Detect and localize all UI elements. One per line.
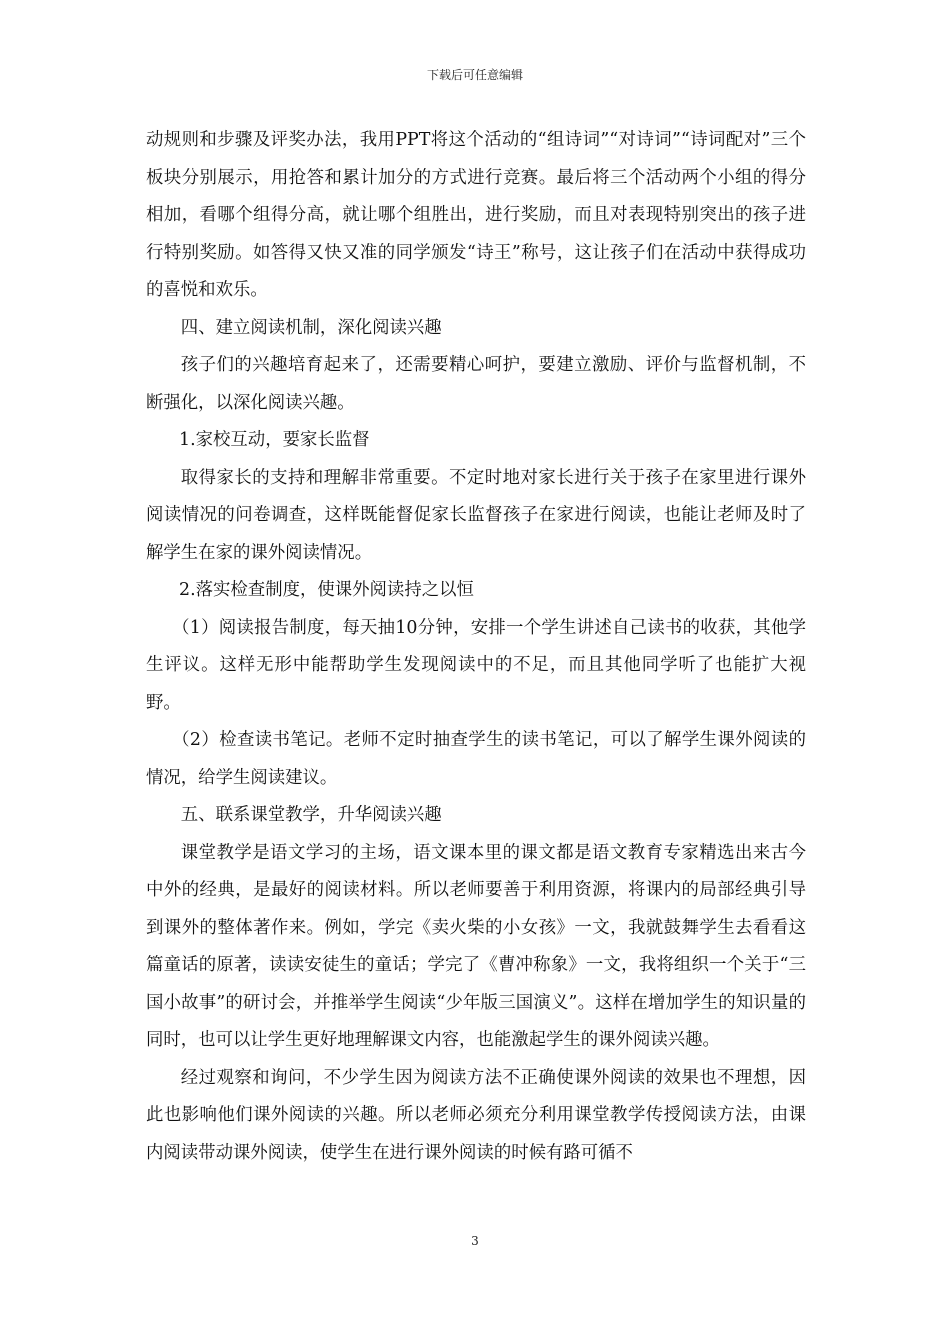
list-item-2: （2）检查读书笔记。老师不定时抽查学生的读书笔记，可以了解学生课外阅读的情况，给学生阅读建议。 xyxy=(146,730,806,788)
page-header: 下载后可任意编辑 xyxy=(426,68,523,82)
paragraph: 取得家长的支持和理解非常重要。不定时地对家长进行关于孩子在家里进行课外阅读情况的问卷调查，这样既能督促家长监督孩子在家进行阅读，也能让老师及时了解学生在家的课外阅读情况。 xyxy=(146,467,806,563)
paragraph: 孩子们的兴趣培育起来了，还需要精心呵护，要建立激励、评价与监督机制，不断强化，以深化阅读兴趣。 xyxy=(146,355,806,413)
subheading-2: 2.落实检查制度，使课外阅读持之以恒 xyxy=(179,580,474,600)
paragraph: 经过观察和询问，不少学生因为阅读方法不正确使课外阅读的效果也不理想，因此也影响他们课外阅读的兴趣。所以老师必须充分利用课堂教学传授阅读方法，由课内阅读带动课外阅读，使学生在进行课外阅读的时候有路可循不 xyxy=(146,1067,806,1163)
paragraph: 课堂教学是语文学习的主场，语文课本里的课文都是语文教育专家精选出来古今中外的经典，是最好的阅读材料。所以老师要善于利用资源，将课内的局部经典引导到课外的整体著作来。例如，学完《卖火柴的小女孩》一文，我就鼓舞学生去看看这篇童话的原著，读读安徒生的童话；学完了《曹冲称象》一文，我将组织一个关于“三国小故事”的研讨会，并推举学生阅读“少年版三国演义”。这样在增加学生的知识量的同时，也可以让学生更好地理解课文内容，也能激起学生的课外阅读兴趣。 xyxy=(146,842,806,1050)
subheading-1: 1.家校互动，要家长监督 xyxy=(179,430,370,450)
list-item-1: （1）阅读报告制度，每天抽10分钟，安排一个学生讲述自己读书的收获，其他学生评议。这样无形中能帮助学生发现阅读中的不足，而且其他同学听了也能扩大视野。 xyxy=(146,617,806,713)
section-heading-5: 五、联系课堂教学，升华阅读兴趣 xyxy=(180,805,442,825)
page-number: 3 xyxy=(471,1234,479,1248)
document-body xyxy=(146,122,806,1172)
section-heading-4: 四、建立阅读机制，深化阅读兴趣 xyxy=(180,317,442,338)
paragraph-continuation: 动规则和步骤及评奖办法，我用PPT将这个活动的“组诗词”“对诗词”“诗词配对”三个板块分别展示，用抢答和累计加分的方式进行竞赛。最后将三个活动两个小组的得分相加，看哪个组得分高，就让哪个组胜出，进行奖励，而且对表现特别突出的孩子进行特别奖励。如答得又快又准的同学颁发“诗王”称号，这让孩子们在活动中获得成功的喜悦和欢乐。 xyxy=(146,130,806,300)
